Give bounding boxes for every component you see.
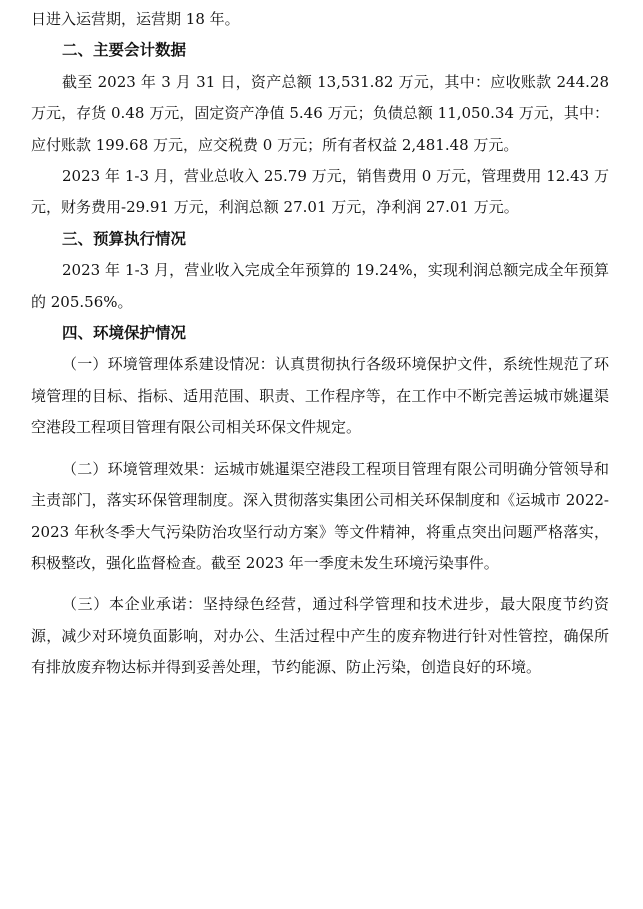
environment-effect-paragraph: （二）环境管理效果：运城市姚暹渠空港段工程项目管理有限公司明确分管领导和主责部门，落实环保管理制度。深入贯彻落实集团公司相关环保制度和《运城市 2022-2023 年秋冬季大气污染防治攻坚行动方案》等文件精神，将重点突出问题严格落实，积极整改，强化监督检查。截至 2023 年一季度未发生环境污染事件。 (31, 459, 609, 572)
environment-system-paragraph: （一）环境管理体系建设情况：认真贯彻执行各级环境保护文件，系统性规范了环境管理的目标、指标、适用范围、职责、工作程序等，在工作中不断完善运城市姚暹渠空港段工程项目管理有限公司相关环保文件规定。 (31, 355, 609, 437)
environment-commitment-paragraph: （三）本企业承诺：坚持绿色经营，通过科学管理和技术进步，最大限度节约资源，减少对环境负面影响，对办公、生活过程中产生的废弃物进行针对性管控，确保所有排放废弃物达标并得到妥善处理，节约能源、防止污染，创造良好的环境。 (31, 595, 609, 677)
accounting-income-paragraph: 2023 年 1-3 月，营业总收入 25.79 万元，销售费用 0 万元，管理费用 12.43 万元，财务费用-29.91 万元，利润总额 27.01 万元，净利润 27.01 万元。 (31, 167, 609, 217)
accounting-balance-paragraph: 截至 2023 年 3 月 31 日，资产总额 13,531.82 万元，其中：应收账款 244.28 万元，存货 0.48 万元，固定资产净值 5.46 万元；负债总额 11,050.34 万元，其中：应付账款 199.68 万元，应交税费 0 万元；所有者权益 2,481.48 万元。 (31, 72, 609, 154)
budget-paragraph: 2023 年 1-3 月，营业收入完成全年预算的 19.24%，实现利润总额完成全年预算的 205.56%。 (31, 261, 609, 311)
intro-continuation: 日进入运营期，运营期 18 年。 (31, 10, 240, 28)
section-heading-environment: 四、环境保护情况 (62, 324, 187, 343)
section-heading-budget: 三、预算执行情况 (62, 229, 187, 248)
section-heading-accounting: 二、主要会计数据 (62, 41, 187, 60)
